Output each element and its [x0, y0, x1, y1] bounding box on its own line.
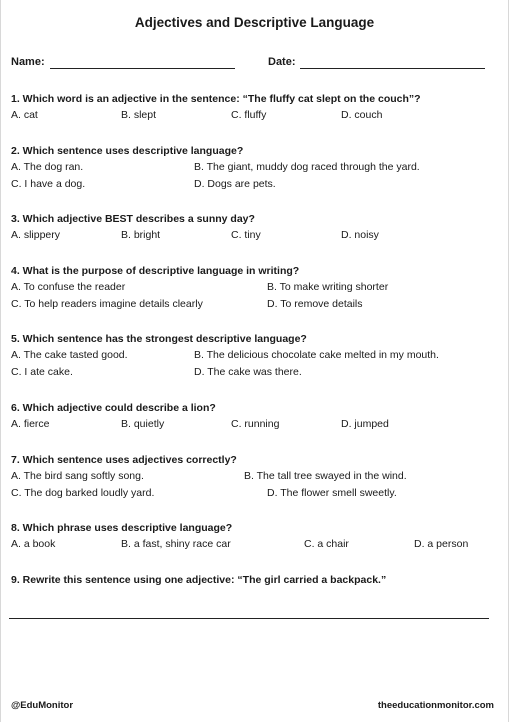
question-1-option-b[interactable]: B. slept — [121, 109, 157, 121]
worksheet-title: Adjectives and Descriptive Language — [134, 15, 375, 30]
question-2-option-c[interactable]: C. I have a dog. — [11, 178, 86, 190]
date-label: Date: — [268, 56, 296, 68]
question-3-option-c[interactable]: C. tiny — [231, 229, 261, 241]
question-7 — [11, 452, 501, 502]
question-4-options-row-1 — [11, 279, 501, 296]
question-7-options-row-1 — [11, 468, 501, 485]
question-2 — [11, 143, 501, 193]
question-2-options-row-1 — [11, 159, 501, 176]
question-6-text: 6. Which adjective could describe a lion? — [11, 402, 216, 414]
question-7-option-c[interactable]: C. The dog barked loudly yard. — [11, 487, 155, 499]
question-1-option-a[interactable]: A. cat — [11, 109, 38, 121]
question-7-text: 7. Which sentence uses adjectives correctly? — [11, 454, 237, 466]
question-2-option-d[interactable]: D. Dogs are pets. — [194, 178, 276, 190]
question-8-text: 8. Which phrase uses descriptive language? — [11, 522, 233, 534]
question-7-option-d[interactable]: D. The flower smell sweetly. — [267, 487, 397, 499]
question-2-option-b[interactable]: B. The giant, muddy dog raced through the yard. — [194, 161, 420, 173]
footer-handle: @EduMonitor — [11, 700, 74, 711]
name-label: Name: — [11, 56, 45, 68]
question-9 — [11, 572, 501, 588]
name-blank-line[interactable] — [50, 68, 235, 69]
question-4-option-b[interactable]: B. To make writing shorter — [267, 281, 389, 293]
question-8-option-d[interactable]: D. a person — [414, 538, 469, 550]
question-9-text: 9. Rewrite this sentence using one adjective: “The girl carried a backpack.” — [11, 574, 387, 586]
question-5-options-row-2 — [11, 364, 501, 381]
question-1-text: 1. Which word is an adjective in the sentence: “The fluffy cat slept on the couch”? — [11, 93, 421, 105]
question-3-option-a[interactable]: A. slippery — [11, 229, 61, 241]
question-3-option-b[interactable]: B. bright — [121, 229, 161, 241]
question-3-text: 3. Which adjective BEST describes a sunny day? — [11, 213, 255, 225]
question-4-option-a[interactable]: A. To confuse the reader — [11, 281, 126, 293]
question-3-options — [11, 227, 501, 244]
question-3-option-d[interactable]: D. noisy — [341, 229, 379, 241]
question-8-option-c[interactable]: C. a chair — [304, 538, 349, 550]
question-7-option-b[interactable]: B. The tall tree swayed in the wind. — [244, 470, 407, 482]
question-4 — [11, 263, 501, 313]
footer-website: theeducationmonitor.com — [377, 700, 494, 711]
question-6-option-c[interactable]: C. running — [231, 418, 280, 430]
question-5-option-d[interactable]: D. The cake was there. — [194, 366, 302, 378]
question-4-options-row-2 — [11, 296, 501, 313]
question-8-options — [11, 536, 501, 553]
question-7-options-row-2 — [11, 485, 501, 502]
question-4-option-c[interactable]: C. To help readers imagine details clearly — [11, 298, 203, 310]
question-2-options-row-2 — [11, 176, 501, 193]
question-5-option-c[interactable]: C. I ate cake. — [11, 366, 73, 378]
question-4-option-d[interactable]: D. To remove details — [267, 298, 363, 310]
question-1-options — [11, 107, 501, 124]
question-1-option-d[interactable]: D. couch — [341, 109, 383, 121]
question-3 — [11, 211, 501, 244]
question-8-option-a[interactable]: A. a book — [11, 538, 56, 550]
question-6-option-a[interactable]: A. fierce — [11, 418, 50, 430]
question-5-option-a[interactable]: A. The cake tasted good. — [11, 349, 128, 361]
question-1-option-c[interactable]: C. fluffy — [231, 109, 267, 121]
question-5-option-b[interactable]: B. The delicious chocolate cake melted in my mouth. — [194, 349, 439, 361]
date-blank-line[interactable] — [300, 68, 485, 69]
question-8-option-b[interactable]: B. a fast, shiny race car — [121, 538, 231, 550]
question-5-text: 5. Which sentence has the strongest descriptive language? — [11, 333, 307, 345]
question-5 — [11, 331, 501, 381]
question-5-options-row-1 — [11, 347, 501, 364]
question-6-options — [11, 416, 501, 433]
question-2-text: 2. Which sentence uses descriptive language? — [11, 145, 244, 157]
question-6-option-b[interactable]: B. quietly — [121, 418, 165, 430]
question-4-text: 4. What is the purpose of descriptive language in writing? — [11, 265, 300, 277]
question-6-option-d[interactable]: D. jumped — [341, 418, 389, 430]
question-9-answer-line[interactable] — [9, 618, 489, 619]
question-8 — [11, 520, 501, 553]
question-1 — [11, 91, 501, 124]
question-2-option-a[interactable]: A. The dog ran. — [11, 161, 84, 173]
question-7-option-a[interactable]: A. The bird sang softly song. — [11, 470, 144, 482]
question-6 — [11, 400, 501, 433]
